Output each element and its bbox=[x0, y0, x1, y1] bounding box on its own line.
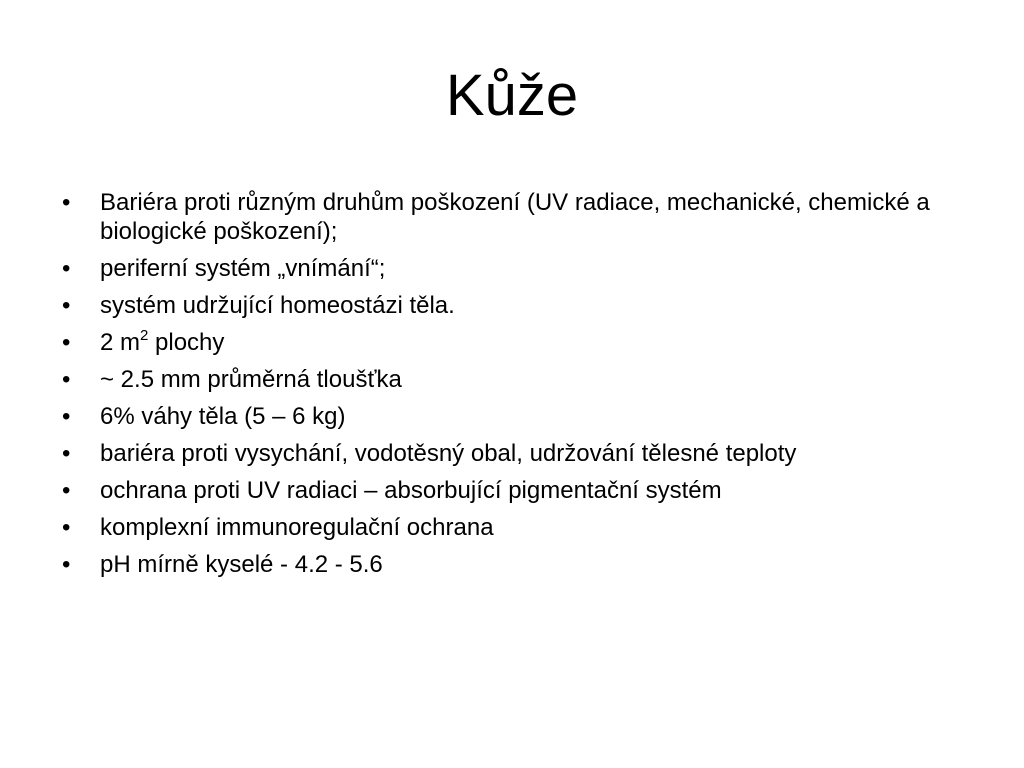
bullet-icon: • bbox=[62, 403, 71, 430]
bullet-icon: • bbox=[62, 440, 71, 467]
area-exponent: 2 bbox=[140, 327, 149, 344]
bullet-item-perception bbox=[62, 254, 962, 283]
area-value-text: 2 m bbox=[100, 329, 141, 356]
bullet-icon: • bbox=[62, 292, 71, 319]
bullet-item-weight bbox=[62, 402, 962, 431]
bullet-text: Bariéra proti různým druhům poškození (UV radiace, mechanické, chemické a biologické poškození); bbox=[100, 189, 930, 245]
bullet-text: komplexní immunoregulační ochrana bbox=[100, 514, 494, 541]
bullet-text: pH mírně kyselé - 4.2 - 5.6 bbox=[100, 551, 383, 578]
bullet-text: bariéra proti vysychání, vodotěsný obal, udržování tělesné teploty bbox=[100, 440, 797, 467]
bullet-icon: • bbox=[62, 329, 71, 356]
bullet-icon: • bbox=[62, 551, 71, 578]
bullet-item-homeostasis bbox=[62, 291, 962, 320]
slide-title: Kůže bbox=[445, 63, 579, 128]
bullet-item-immunoregulation bbox=[62, 513, 962, 542]
bullet-text bbox=[100, 329, 224, 356]
bullet-text: systém udržující homeostázi těla. bbox=[100, 292, 455, 319]
bullet-icon: • bbox=[62, 255, 71, 282]
bullet-icon: • bbox=[62, 477, 71, 504]
bullet-item-barrier bbox=[62, 188, 962, 246]
bullet-item-dehydration-barrier bbox=[62, 439, 962, 468]
bullet-text: ochrana proti UV radiaci – absorbující pigmentační systém bbox=[100, 477, 722, 504]
bullet-icon: • bbox=[62, 189, 71, 216]
bullet-item-area bbox=[62, 328, 962, 357]
bullet-icon: • bbox=[62, 366, 71, 393]
bullet-item-thickness bbox=[62, 365, 962, 394]
bullet-list bbox=[62, 188, 962, 587]
bullet-icon: • bbox=[62, 514, 71, 541]
area-label-text: plochy bbox=[148, 329, 225, 356]
bullet-text: 6% váhy těla (5 – 6 kg) bbox=[100, 403, 346, 430]
bullet-item-ph bbox=[62, 550, 962, 579]
bullet-text: periferní systém „vnímání“; bbox=[100, 255, 386, 282]
bullet-text: ~ 2.5 mm průměrná tloušťka bbox=[100, 366, 402, 393]
bullet-item-uv-protection bbox=[62, 476, 962, 505]
